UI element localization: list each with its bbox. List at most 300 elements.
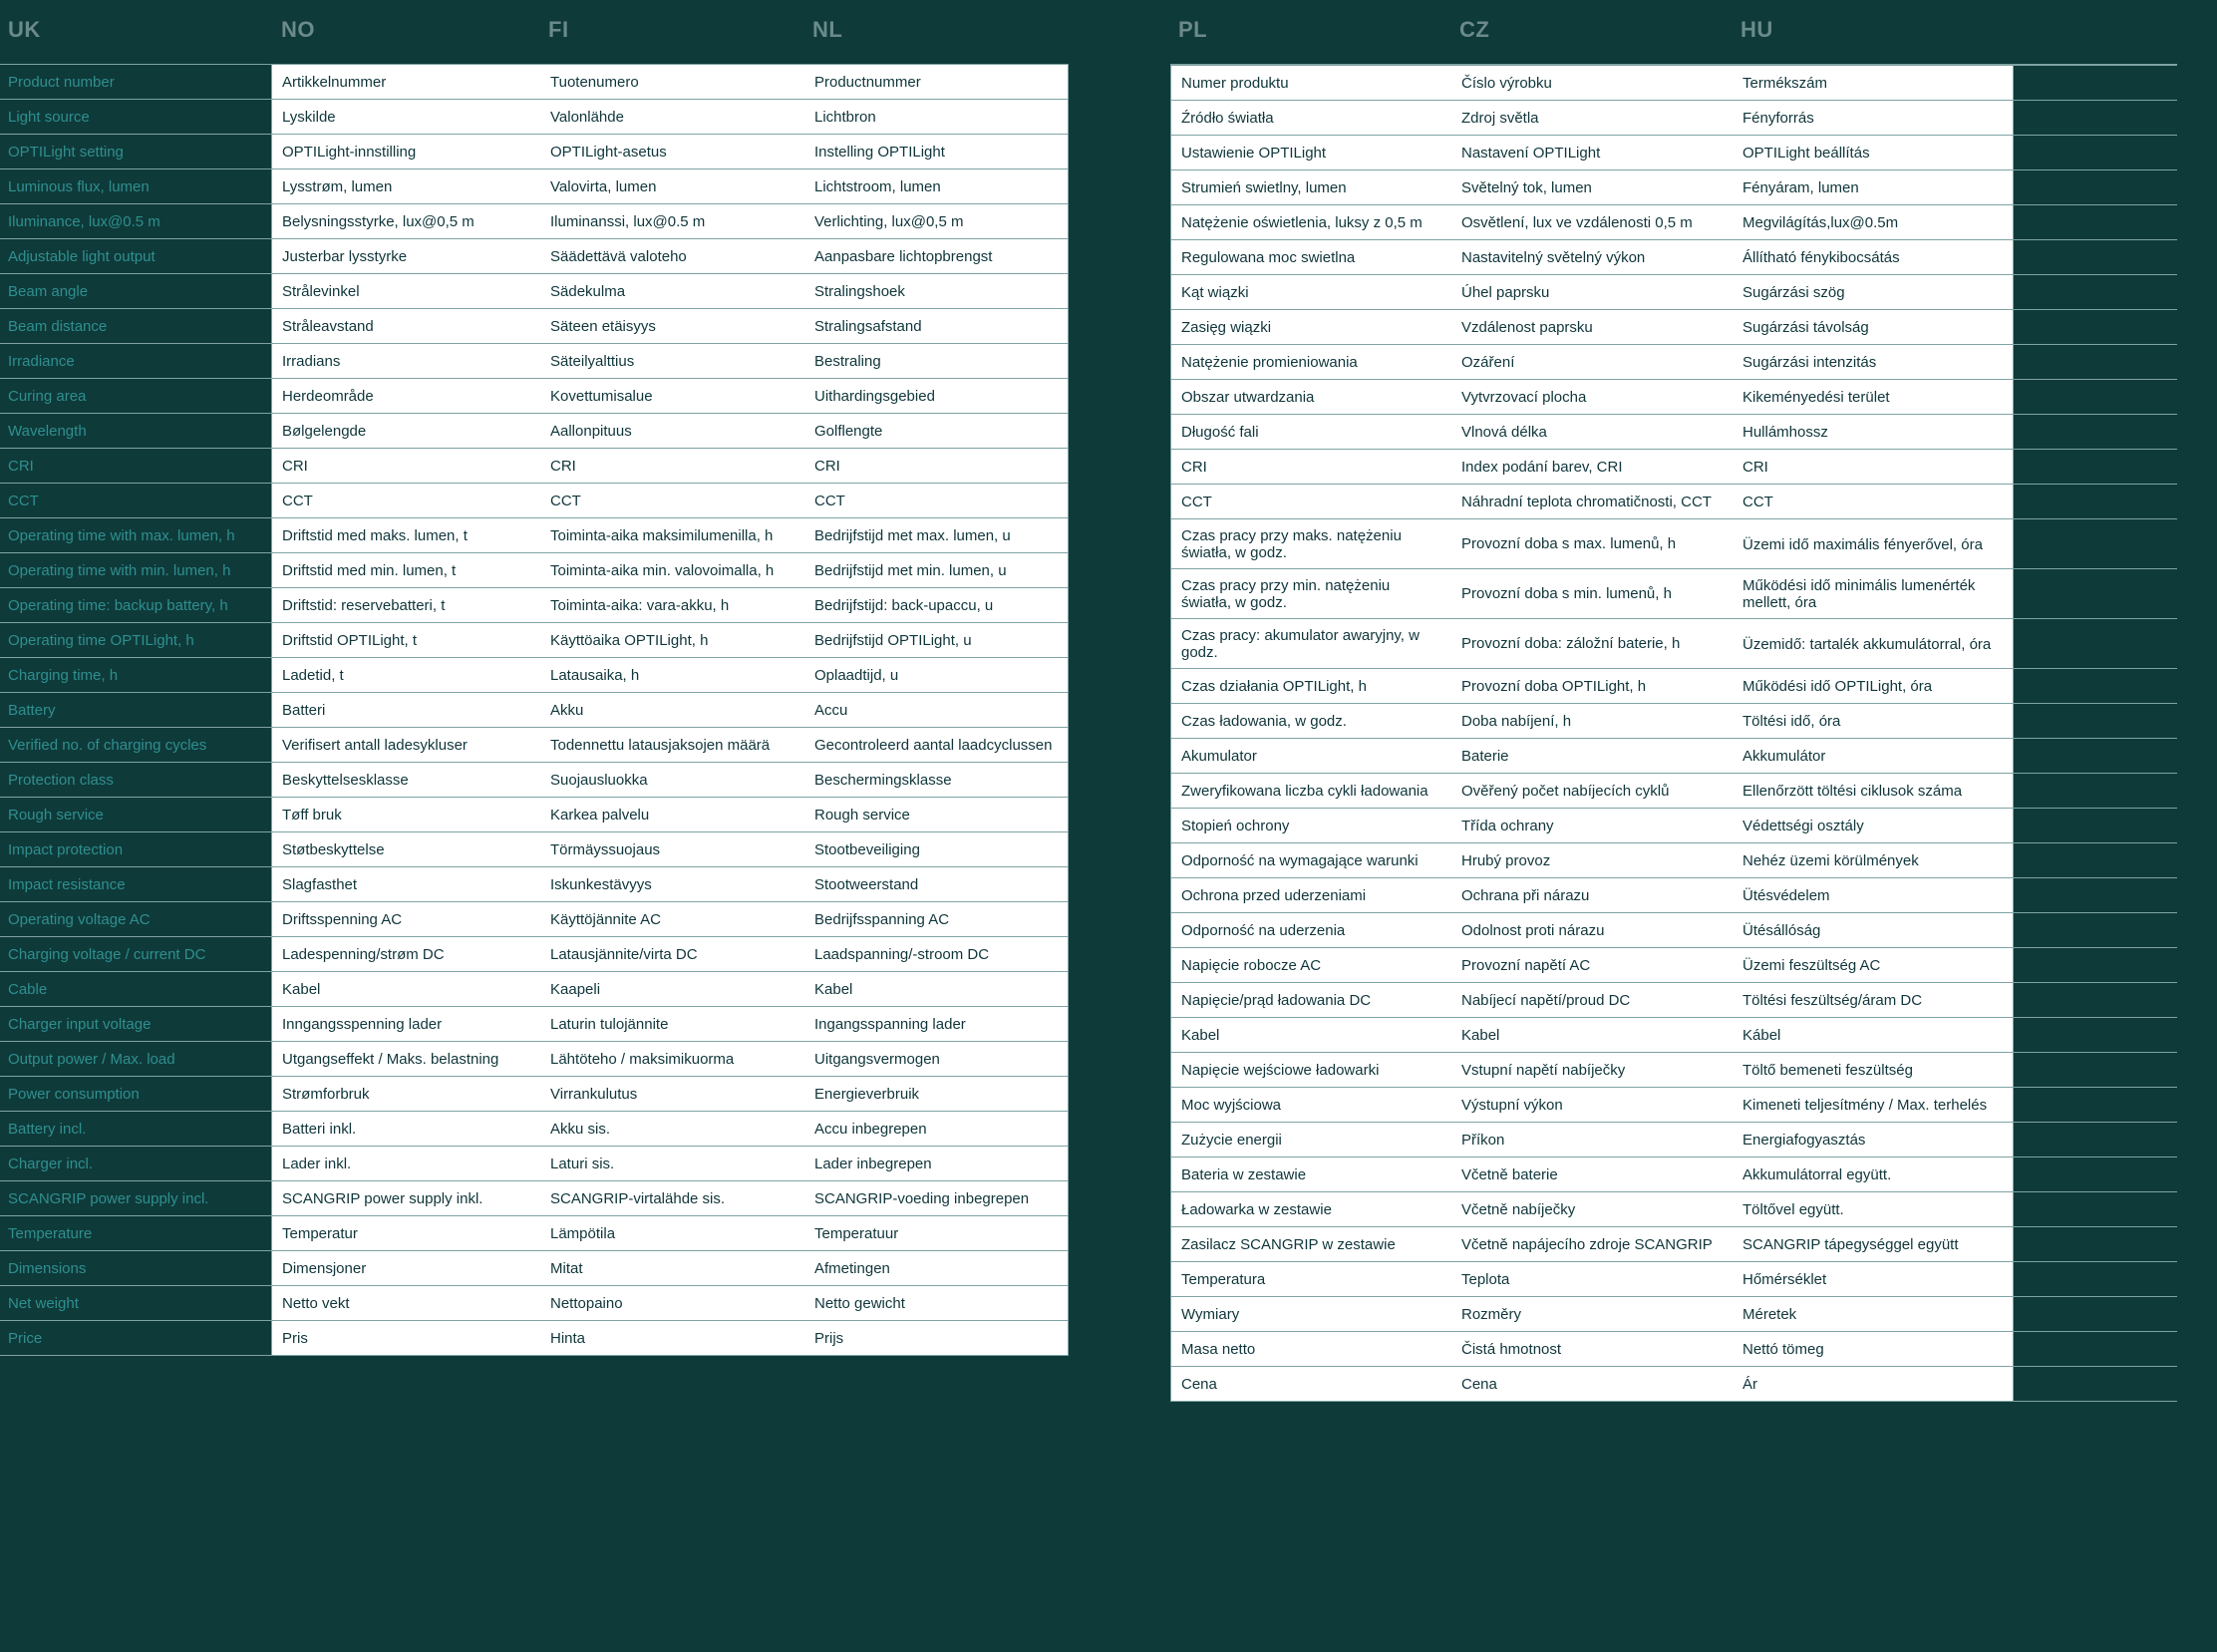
table-cell: CRI [271, 449, 540, 483]
table-cell: Stootweerstand [804, 867, 1069, 901]
table-row-right [1170, 948, 2177, 983]
table-cell: Stootbeveiliging [804, 832, 1069, 866]
table-cell: Aanpasbare lichtopbrengst [804, 239, 1069, 273]
table-cell: Herdeområde [271, 379, 540, 413]
table-cell: Inngangsspenning lader [271, 1007, 540, 1041]
table-cell: Prijs [804, 1321, 1069, 1355]
table-cell: Toiminta-aika: vara-akku, h [540, 588, 804, 622]
table-cell: Zasilacz SCANGRIP w zestawie [1170, 1227, 1451, 1261]
table-cell: Nastavitelný světelný výkon [1451, 240, 1733, 274]
table-row-left [0, 204, 1069, 239]
table-row-left [0, 239, 1069, 274]
table-cell: Bedrijfstijd met max. lumen, u [804, 518, 1069, 552]
table-cell: Ochrona przed uderzeniami [1170, 878, 1451, 912]
table-cell: Tøff bruk [271, 798, 540, 831]
table-row-left [0, 623, 1069, 658]
table-cell: Zdroj světla [1451, 101, 1733, 135]
table-cell: Provozní doba: záložní baterie, h [1451, 619, 1733, 668]
table-row-left [0, 867, 1069, 902]
table-cell: Light source [0, 100, 271, 134]
table-cell: CRI [540, 449, 804, 483]
table-row-right [1170, 136, 2177, 170]
table-cell: Ověřený počet nabíjecích cyklů [1451, 774, 1733, 808]
table-cell: Uithardingsgebied [804, 379, 1069, 413]
table-row-left [0, 588, 1069, 623]
table-cell: Napięcie wejściowe ładowarki [1170, 1053, 1451, 1087]
table-cell: CCT [1170, 485, 1451, 518]
table-cell: Bedrijfstijd: back-upaccu, u [804, 588, 1069, 622]
table-row-right [1170, 170, 2177, 205]
table-cell: Odolnost proti nárazu [1451, 913, 1733, 947]
table-cell: Operating voltage AC [0, 902, 271, 936]
table-cell: Gecontroleerd aantal laadcyclussen [804, 728, 1069, 762]
table-cell: Toiminta-aika min. valovoimalla, h [540, 553, 804, 587]
table-row-right [1170, 843, 2177, 878]
table-cell: Latausjännite/virta DC [540, 937, 804, 971]
table-cell: Működési idő minimális lumenérték mellett, óra [1733, 569, 2014, 618]
table-cell: Kikeményedési terület [1733, 380, 2014, 414]
table-cell: Verlichting, lux@0,5 m [804, 204, 1069, 238]
table-row-left [0, 763, 1069, 798]
table-cell: Strålevinkel [271, 274, 540, 308]
lang-header-nl: NL [812, 17, 843, 42]
table-cell: Nettopaino [540, 1286, 804, 1320]
table-cell: Lichtstroom, lumen [804, 169, 1069, 203]
table-cell: Bedrijfsspanning AC [804, 902, 1069, 936]
table-row-left [0, 658, 1069, 693]
table-cell: Dimensjoner [271, 1251, 540, 1285]
table-row-left [0, 902, 1069, 937]
table-row-right [1170, 1053, 2177, 1088]
table-cell: Náhradní teplota chromatičnosti, CCT [1451, 485, 1733, 518]
panels-container [0, 18, 2217, 1402]
table-cell: Driftstid med min. lumen, t [271, 553, 540, 587]
table-cell: Operating time OPTILight, h [0, 623, 271, 657]
table-cell: Laturin tulojännite [540, 1007, 804, 1041]
table-cell: Kabel [804, 972, 1069, 1006]
table-cell: Kovettumisalue [540, 379, 804, 413]
table-row-right [1170, 774, 2177, 809]
table-cell: Verified no. of charging cycles [0, 728, 271, 762]
table-cell: Toiminta-aika maksimilumenilla, h [540, 518, 804, 552]
table-cell: Impact protection [0, 832, 271, 866]
table-cell: Beskyttelsesklasse [271, 763, 540, 797]
table-cell: SCANGRIP-voeding inbegrepen [804, 1181, 1069, 1215]
table-cell: Ütésállóság [1733, 913, 2014, 947]
table-cell: Lysstrøm, lumen [271, 169, 540, 203]
table-cell: Hullámhossz [1733, 415, 2014, 449]
table-row-left [0, 1251, 1069, 1286]
table-row-right [1170, 1262, 2177, 1297]
table-cell: Operating time with min. lumen, h [0, 553, 271, 587]
table-row-right [1170, 240, 2177, 275]
table-cell: Odporność na uderzenia [1170, 913, 1451, 947]
table-cell: Lader inbegrepen [804, 1147, 1069, 1180]
table-cell: Charging voltage / current DC [0, 937, 271, 971]
language-header-left [0, 18, 1069, 64]
table-cell: Megvilágítás,lux@0.5m [1733, 205, 2014, 239]
table-cell: Netto vekt [271, 1286, 540, 1320]
table-cell: Latausaika, h [540, 658, 804, 692]
table-cell: Akkumulátor [1733, 739, 2014, 773]
table-cell: Sugárzási szög [1733, 275, 2014, 309]
table-row-right [1170, 345, 2177, 380]
table-cell: Bølgelengde [271, 414, 540, 448]
table-cell: Výstupní výkon [1451, 1088, 1733, 1122]
table-cell: Provozní doba OPTILight, h [1451, 669, 1733, 703]
table-cell: Sugárzási távolság [1733, 310, 2014, 344]
table-cell: OPTILight-innstilling [271, 135, 540, 168]
lang-header-pl: PL [1178, 17, 1208, 42]
table-cell: Driftstid med maks. lumen, t [271, 518, 540, 552]
table-cell: Støtbeskyttelse [271, 832, 540, 866]
table-cell: Productnummer [804, 65, 1069, 99]
table-cell: CRI [1170, 450, 1451, 484]
table-cell: Ladetid, t [271, 658, 540, 692]
table-cell: Úhel paprsku [1451, 275, 1733, 309]
table-row-left [0, 693, 1069, 728]
table-cell: Cena [1170, 1367, 1451, 1401]
table-row-right [1170, 415, 2177, 450]
table-row-left [0, 344, 1069, 379]
table-cell: Adjustable light output [0, 239, 271, 273]
table-cell: Index podání barev, CRI [1451, 450, 1733, 484]
table-cell: Napięcie robocze AC [1170, 948, 1451, 982]
table-cell: Vlnová délka [1451, 415, 1733, 449]
table-cell: Output power / Max. load [0, 1042, 271, 1076]
table-cell: Luminous flux, lumen [0, 169, 271, 203]
table-row-right [1170, 1227, 2177, 1262]
table-cell: CRI [1733, 450, 2014, 484]
table-cell: Numer produktu [1170, 66, 1451, 100]
table-cell: Charger input voltage [0, 1007, 271, 1041]
table-cell: Kimeneti teljesítmény / Max. terhelés [1733, 1088, 2014, 1122]
table-cell: Termékszám [1733, 66, 2014, 100]
table-cell: Moc wyjściowa [1170, 1088, 1451, 1122]
table-row-right [1170, 1332, 2177, 1367]
table-cell: Stopień ochrony [1170, 809, 1451, 842]
table-cell: Driftstid: reservebatteri, t [271, 588, 540, 622]
table-cell: Battery [0, 693, 271, 727]
table-cell: Cable [0, 972, 271, 1006]
table-cell: Czas pracy przy min. natężeniu światła, w godz. [1170, 569, 1451, 618]
table-cell: Lähtöteho / maksimikuorma [540, 1042, 804, 1076]
table-cell: Źródło światła [1170, 101, 1451, 135]
table-cell: Netto gewicht [804, 1286, 1069, 1320]
table-cell: Működési idő OPTILight, óra [1733, 669, 2014, 703]
table-cell: Töltő bemeneti feszültség [1733, 1053, 2014, 1087]
table-row-right [1170, 569, 2177, 619]
table-row-right [1170, 519, 2177, 569]
table-cell: Accu inbegrepen [804, 1112, 1069, 1146]
table-cell: Číslo výrobku [1451, 66, 1733, 100]
table-row-right [1170, 913, 2177, 948]
table-cell: Beschermingsklasse [804, 763, 1069, 797]
table-row-right [1170, 878, 2177, 913]
lang-header-cz: CZ [1459, 17, 1490, 42]
table-row-right [1170, 669, 2177, 704]
table-cell: Verifisert antall ladesykluser [271, 728, 540, 762]
table-cell: CRI [804, 449, 1069, 483]
table-cell: Irradiance [0, 344, 271, 378]
table-cell: Napięcie/prąd ładowania DC [1170, 983, 1451, 1017]
table-row-right [1170, 65, 2177, 101]
table-cell: CCT [271, 484, 540, 517]
table-cell: Vzdálenost paprsku [1451, 310, 1733, 344]
table-cell: Kabel [1451, 1018, 1733, 1052]
table-row-left [0, 728, 1069, 763]
table-row-left [0, 553, 1069, 588]
table-row-right [1170, 704, 2177, 739]
table-row-left [0, 379, 1069, 414]
table-cell: Golflengte [804, 414, 1069, 448]
table-cell: Akku sis. [540, 1112, 804, 1146]
table-cell: Lyskilde [271, 100, 540, 134]
table-cell: Wavelength [0, 414, 271, 448]
table-cell: Sädekulma [540, 274, 804, 308]
table-row-left [0, 972, 1069, 1007]
table-cell: Driftstid OPTILight, t [271, 623, 540, 657]
table-cell: Bateria w zestawie [1170, 1157, 1451, 1191]
table-row-left [0, 100, 1069, 135]
table-cell: Ustawienie OPTILight [1170, 136, 1451, 169]
table-cell: CCT [540, 484, 804, 517]
table-cell: Strømforbruk [271, 1077, 540, 1111]
table-cell: Temperatur [271, 1216, 540, 1250]
table-cell: Ütésvédelem [1733, 878, 2014, 912]
table-cell: SCANGRIP tápegységgel együtt [1733, 1227, 2014, 1261]
table-row-left [0, 64, 1069, 100]
table-cell: Driftsspenning AC [271, 902, 540, 936]
table-row-right [1170, 450, 2177, 485]
table-cell: Üzemi idő maximális fényerővel, óra [1733, 519, 2014, 568]
lang-header-hu: HU [1741, 17, 1773, 42]
table-cell: Čistá hmotnost [1451, 1332, 1733, 1366]
table-row-left [0, 937, 1069, 972]
table-row-left [0, 1042, 1069, 1077]
table-cell: Charging time, h [0, 658, 271, 692]
table-cell: Bedrijfstijd OPTILight, u [804, 623, 1069, 657]
table-cell: Säädettävä valoteho [540, 239, 804, 273]
table-cell: Zasięg wiązki [1170, 310, 1451, 344]
table-row-left [0, 309, 1069, 344]
table-cell: Ingangsspanning lader [804, 1007, 1069, 1041]
table-cell: Afmetingen [804, 1251, 1069, 1285]
table-cell: Nettó tömeg [1733, 1332, 2014, 1366]
table-cell: SCANGRIP-virtalähde sis. [540, 1181, 804, 1215]
table-cell: Tuotenumero [540, 65, 804, 99]
table-cell: Czas pracy przy maks. natężeniu światła, w godz. [1170, 519, 1451, 568]
table-row-left [0, 135, 1069, 169]
table-row-left [0, 1077, 1069, 1112]
table-cell: Instelling OPTILight [804, 135, 1069, 168]
table-cell: CCT [0, 484, 271, 517]
table-row-right [1170, 1123, 2177, 1157]
table-row-left [0, 169, 1069, 204]
table-cell: OPTILight beállítás [1733, 136, 2014, 169]
table-cell: Regulowana moc swietlna [1170, 240, 1451, 274]
table-cell: Power consumption [0, 1077, 271, 1111]
table-cell: Product number [0, 65, 271, 99]
table-cell: Price [0, 1321, 271, 1355]
table-cell: Nehéz üzemi körülmények [1733, 843, 2014, 877]
table-cell: Dimensions [0, 1251, 271, 1285]
table-row-right [1170, 380, 2177, 415]
table-cell: Vstupní napětí nabíječky [1451, 1053, 1733, 1087]
table-cell: Belysningsstyrke, lux@0,5 m [271, 204, 540, 238]
table-row-right [1170, 1157, 2177, 1192]
table-cell: Akkumulátorral együtt. [1733, 1157, 2014, 1191]
table-cell: Temperature [0, 1216, 271, 1250]
table-cell: Světelný tok, lumen [1451, 170, 1733, 204]
table-cell: Kabel [271, 972, 540, 1006]
table-cell: Strumień swietlny, lumen [1170, 170, 1451, 204]
table-cell: Včetně baterie [1451, 1157, 1733, 1191]
table-cell: Czas ładowania, w godz. [1170, 704, 1451, 738]
table-cell: Akku [540, 693, 804, 727]
table-cell: Fényáram, lumen [1733, 170, 2014, 204]
lang-header-no: NO [281, 17, 315, 42]
table-row-right [1170, 809, 2177, 843]
table-row-right [1170, 205, 2177, 240]
table-cell: Säteilyalttius [540, 344, 804, 378]
table-cell: Cena [1451, 1367, 1733, 1401]
table-cell: Energiafogyasztás [1733, 1123, 2014, 1156]
table-row-left [0, 798, 1069, 832]
table-cell: Iskunkestävyys [540, 867, 804, 901]
table-cell: Batteri [271, 693, 540, 727]
panel-left [0, 18, 1069, 1356]
lang-header-fi: FI [548, 17, 569, 42]
table-cell: Üzemi feszültség AC [1733, 948, 2014, 982]
table-cell: CRI [0, 449, 271, 483]
table-row-right [1170, 1367, 2177, 1402]
table-row-left [0, 414, 1069, 449]
table-cell: Accu [804, 693, 1069, 727]
table-cell: Säteen etäisyys [540, 309, 804, 343]
table-cell: Beam distance [0, 309, 271, 343]
table-cell: Justerbar lysstyrke [271, 239, 540, 273]
table-cell: OPTILight setting [0, 135, 271, 168]
table-cell: Stralingsafstand [804, 309, 1069, 343]
table-cell: Batteri inkl. [271, 1112, 540, 1146]
table-row-right [1170, 1297, 2177, 1332]
table-cell: Energieverbruik [804, 1077, 1069, 1111]
table-cell: SCANGRIP power supply incl. [0, 1181, 271, 1215]
table-row-right [1170, 310, 2177, 345]
table-row-left [0, 484, 1069, 518]
table-cell: Baterie [1451, 739, 1733, 773]
table-cell: Suojausluokka [540, 763, 804, 797]
table-cell: Mitat [540, 1251, 804, 1285]
table-cell: Provozní doba s max. lumenů, h [1451, 519, 1733, 568]
table-cell: Temperatuur [804, 1216, 1069, 1250]
table-cell: Rough service [804, 798, 1069, 831]
table-row-right [1170, 1018, 2177, 1053]
table-cell: CCT [804, 484, 1069, 517]
table-cell: Zweryfikowana liczba cykli ładowania [1170, 774, 1451, 808]
table-cell: Hinta [540, 1321, 804, 1355]
table-row-left [0, 1321, 1069, 1356]
table-cell: Pris [271, 1321, 540, 1355]
table-row-right [1170, 619, 2177, 669]
table-cell: Osvětlení, lux ve vzdálenosti 0,5 m [1451, 205, 1733, 239]
table-cell: Valonlähde [540, 100, 804, 134]
table-cell: Hrubý provoz [1451, 843, 1733, 877]
table-cell: Utgangseffekt / Maks. belastning [271, 1042, 540, 1076]
table-cell: Kabel [1170, 1018, 1451, 1052]
table-cell: Állítható fénykibocsátás [1733, 240, 2014, 274]
table-cell: Ładowarka w zestawie [1170, 1192, 1451, 1226]
table-cell: Uitgangsvermogen [804, 1042, 1069, 1076]
table-cell: Töltési idő, óra [1733, 704, 2014, 738]
table-cell: Stråleavstand [271, 309, 540, 343]
table-cell: Curing area [0, 379, 271, 413]
table-cell: Natężenie promieniowania [1170, 345, 1451, 379]
table-cell: Méretek [1733, 1297, 2014, 1331]
table-row-left [0, 518, 1069, 553]
table-cell: Nastavení OPTILight [1451, 136, 1733, 169]
table-cell: Artikkelnummer [271, 65, 540, 99]
table-cell: Ellenőrzött töltési ciklusok száma [1733, 774, 2014, 808]
table-cell: Net weight [0, 1286, 271, 1320]
table-cell: Kąt wiązki [1170, 275, 1451, 309]
table-cell: Bedrijfstijd met min. lumen, u [804, 553, 1069, 587]
table-cell: Vytvrzovací plocha [1451, 380, 1733, 414]
table-cell: Aallonpituus [540, 414, 804, 448]
table-cell: Długość fali [1170, 415, 1451, 449]
table-cell: Karkea palvelu [540, 798, 804, 831]
table-cell: Natężenie oświetlenia, luksy z 0,5 m [1170, 205, 1451, 239]
table-cell: Valovirta, lumen [540, 169, 804, 203]
table-row-right [1170, 983, 2177, 1018]
table-cell: Lader inkl. [271, 1147, 540, 1180]
table-cell: Iluminance, lux@0.5 m [0, 204, 271, 238]
table-cell: Iluminanssi, lux@0.5 m [540, 204, 804, 238]
table-cell: Včetně napájecího zdroje SCANGRIP [1451, 1227, 1733, 1261]
table-cell: Lämpötila [540, 1216, 804, 1250]
table-cell: Operating time: backup battery, h [0, 588, 271, 622]
table-cell: Bestraling [804, 344, 1069, 378]
table-cell: Kaapeli [540, 972, 804, 1006]
table-cell: Odporność na wymagające warunki [1170, 843, 1451, 877]
table-row-right [1170, 101, 2177, 136]
table-cell: Védettségi osztály [1733, 809, 2014, 842]
table-cell: Kábel [1733, 1018, 2014, 1052]
table-cell: Ár [1733, 1367, 2014, 1401]
table-cell: Protection class [0, 763, 271, 797]
table-cell: Ochrana při nárazu [1451, 878, 1733, 912]
table-cell: OPTILight-asetus [540, 135, 804, 168]
table-left [0, 64, 1069, 1356]
table-row-left [0, 1286, 1069, 1321]
table-cell: Fényforrás [1733, 101, 2014, 135]
lang-header-uk: UK [8, 17, 41, 42]
table-row-right [1170, 275, 2177, 310]
table-cell: Sugárzási intenzitás [1733, 345, 2014, 379]
table-cell: Ozáření [1451, 345, 1733, 379]
table-cell: Törmäyssuojaus [540, 832, 804, 866]
table-cell: Včetně nabíječky [1451, 1192, 1733, 1226]
table-row-left [0, 1147, 1069, 1181]
table-cell: Nabíjecí napětí/proud DC [1451, 983, 1733, 1017]
table-cell: Laturi sis. [540, 1147, 804, 1180]
table-cell: Battery incl. [0, 1112, 271, 1146]
table-cell: Rozměry [1451, 1297, 1733, 1331]
table-cell: Rough service [0, 798, 271, 831]
table-cell: Příkon [1451, 1123, 1733, 1156]
table-cell: Masa netto [1170, 1332, 1451, 1366]
